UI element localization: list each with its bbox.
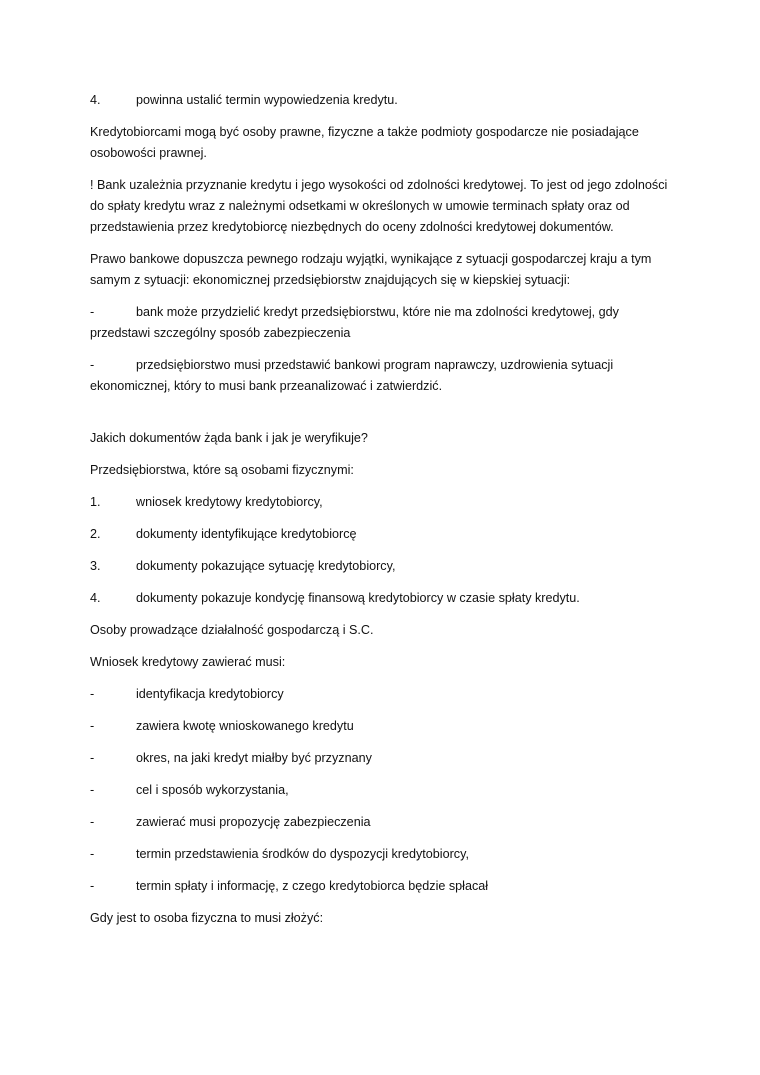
- paragraph-banking-law: Prawo bankowe dopuszcza pewnego rodzaju wyjątki, wynikające z sytuacji gospodarczej kraju a tym samym z sytuacji: ekonomicznej przedsiębiorstw znajdujących się w kiepskiej sytuacji:: [90, 252, 652, 287]
- list-marker: -: [90, 305, 95, 319]
- list-item-text: termin przedstawienia środków do dyspozycji kredytobiorcy,: [136, 847, 469, 861]
- list-item-text: termin spłaty i informację, z czego kredytobiorca będzie spłacał: [136, 879, 489, 893]
- list-item-text: zawiera kwotę wnioskowanego kredytu: [136, 719, 354, 733]
- list-number: 4.: [90, 93, 101, 107]
- paragraph-natural-persons: Przedsiębiorstwa, które są osobami fizycznymi:: [90, 463, 354, 477]
- application-list-item: [90, 748, 670, 769]
- list-item-text: zawierać musi propozycję zabezpieczenia: [136, 815, 371, 829]
- paragraph-business: Osoby prowadzące działalność gospodarczą i S.C.: [90, 623, 374, 637]
- list-marker: -: [90, 879, 95, 893]
- list-marker: -: [90, 815, 95, 829]
- list-item-text: cel i sposób wykorzystania,: [136, 783, 289, 797]
- list-marker: -: [90, 783, 95, 797]
- paragraph-application: Wniosek kredytowy zawierać musi:: [90, 655, 286, 669]
- list-number: 4.: [90, 591, 101, 605]
- list-number: 1.: [90, 495, 101, 509]
- document-list-item: [90, 524, 670, 545]
- top-list-item: [90, 90, 670, 111]
- list-number: 2.: [90, 527, 101, 541]
- application-list-item: [90, 812, 670, 833]
- list-item-text: wniosek kredytowy kredytobiorcy,: [136, 495, 323, 509]
- application-list-item: [90, 844, 670, 865]
- list-item-text: powinna ustalić termin wypowiedzenia kredytu.: [136, 93, 398, 107]
- document-list-item: [90, 588, 670, 609]
- document-list-item: [90, 556, 670, 577]
- list-item-text: bank może przydzielić kredyt przedsiębiorstwu, które nie ma zdolności kredytowej, gdy przedstawi szczególny sposób zabezpieczenia: [90, 305, 619, 340]
- list-marker: -: [90, 687, 95, 701]
- document-page: [90, 90, 670, 929]
- list-item-text: okres, na jaki kredyt miałby być przyznany: [136, 751, 372, 765]
- application-list-item: [90, 684, 670, 705]
- application-list-item: [90, 780, 670, 801]
- paragraph-credit-capacity: ! Bank uzależnia przyznanie kredytu i jego wysokości od zdolności kredytowej. To jest od jego zdolności do spłaty kredytu wraz z należnymi odsetkami w określonych w umowie terminach spłaty oraz od przedstawienia przez kredytobiorcę niezbędnych do oceny zdolności kredytowej dokumentów.: [90, 178, 668, 234]
- list-marker: -: [90, 751, 95, 765]
- paragraph-borrowers: Kredytobiorcami mogą być osoby prawne, fizyczne a także podmioty gospodarcze nie posiadające osobowości prawnej.: [90, 125, 639, 160]
- list-item-text: dokumenty pokazuje kondycję finansową kredytobiorcy w czasie spłaty kredytu.: [136, 591, 580, 605]
- list-marker: -: [90, 719, 95, 733]
- list-marker: -: [90, 358, 95, 372]
- list-item-text: dokumenty identyfikujące kredytobiorcę: [136, 527, 357, 541]
- document-list-item: [90, 492, 670, 513]
- list-item-text: przedsiębiorstwo musi przedstawić bankowi program naprawczy, uzdrowienia sytuacji ekonomicznej, który to musi bank przeanalizować i zatwierdzić.: [90, 358, 614, 393]
- list-item-text: identyfikacja kredytobiorcy: [136, 687, 284, 701]
- paragraph-natural-person-requirements: Gdy jest to osoba fizyczna to musi złożyć:: [90, 911, 324, 925]
- list-number: 3.: [90, 559, 101, 573]
- list-marker: -: [90, 847, 95, 861]
- list-item-text: dokumenty pokazujące sytuację kredytobiorcy,: [136, 559, 396, 573]
- exception-item: [90, 355, 670, 397]
- section-question: Jakich dokumentów żąda bank i jak je weryfikuje?: [90, 431, 368, 445]
- exception-item: [90, 302, 670, 344]
- application-list-item: [90, 716, 670, 737]
- application-list-item: [90, 876, 670, 897]
